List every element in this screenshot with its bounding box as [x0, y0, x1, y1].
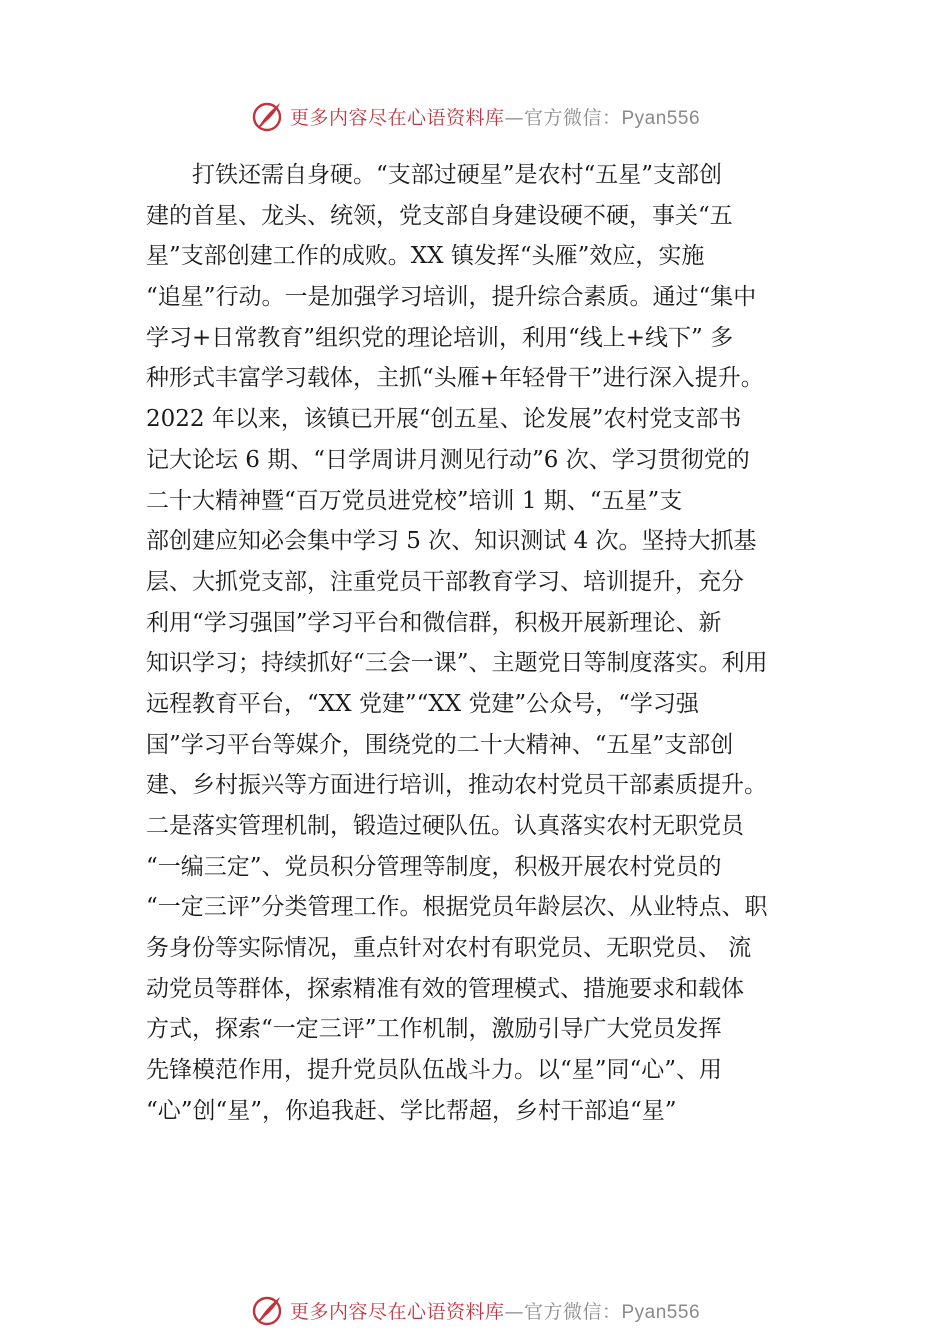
body-line: 记大论坛 6 期、“日学周讲月测见行动”6 次、学习贯彻党的 [146, 446, 750, 473]
body-line: 星”支部创建工作的成败。XX 镇发挥“头雁”效应，实施 [146, 243, 705, 270]
body-line: 建、乡村振兴等方面进行培训，推动农村党员干部素质提升。 [146, 772, 767, 799]
body-line: 学习+日常教育”组织党的理论培训，利用“线上+线下” 多 [146, 324, 734, 351]
body-line: 层、大抓党支部，注重党员干部教育学习、培训提升，充分 [146, 568, 744, 595]
body-line: 国”学习平台等媒介，围绕党的二十大精神、“五星”支部创 [146, 731, 734, 758]
footer-banner [0, 1290, 950, 1330]
header-separator: — [504, 106, 524, 129]
footer-separator: — [504, 1300, 524, 1323]
body-line: 打铁还需自身硬。“支部过硬星”是农村“五星”支部创 [192, 162, 723, 188]
body-line: 动党员等群体，探索精准有效的管理模式、措施要求和载体 [146, 975, 744, 1002]
header-wechat-id: Pyan556 [621, 107, 701, 129]
body-line: 先锋模范作用，提升党员队伍战斗力。以“星”同“心”、用 [146, 1057, 723, 1084]
body-line: 利用“学习强国”学习平台和微信群，积极开展新理论、新 [146, 609, 722, 636]
body-line: 远程教育平台，“XX 党建”“XX 党建”公众号，“学习强 [146, 690, 699, 717]
body-line: 建的首星、龙头、统领，党支部自身建设硬不硬，事关“五 [146, 202, 733, 229]
body-line: 部创建应知必会集中学习 5 次、知识测试 4 次。坚持大抓基 [146, 528, 757, 555]
header-banner [0, 96, 950, 136]
header-banner-text [290, 103, 700, 130]
body-line: “心”创“星”，你追我赶、学比帮超，乡村干部追“星” [146, 1097, 677, 1124]
body-line: “一编三定”、党员积分管理等制度，积极开展农村党员的 [146, 853, 722, 880]
body-line: 2022 年以来，该镇已开展“创五星、论发展”农村党支部书 [146, 406, 742, 433]
quill-pen-logo-icon [250, 98, 286, 134]
header-wechat-label: 官方微信： [523, 106, 622, 129]
quill-pen-logo-icon [250, 1292, 286, 1328]
footer-brand: 更多内容尽在心语资料库 [289, 1300, 505, 1323]
footer-wechat-label: 官方微信： [523, 1300, 622, 1323]
body-line: 二是落实管理机制，锻造过硬队伍。认真落实农村无职党员 [146, 813, 744, 839]
header-brand: 更多内容尽在心语资料库 [289, 106, 505, 129]
body-line: 知识学习；持续抓好“三会一课”、主题党日等制度落实。利用 [146, 650, 768, 677]
footer-banner-text [290, 1297, 700, 1324]
body-line: 种形式丰富学习载体，主抓“头雁+年轻骨干”进行深入提升。 [146, 365, 764, 392]
body-line: 方式，探索“一定三评”工作机制，激励引导广大党员发挥 [146, 1016, 722, 1043]
body-line: “追星”行动。一是加强学习培训，提升综合素质。通过“集中 [146, 284, 757, 311]
body-paragraph [146, 155, 826, 1132]
footer-wechat-id: Pyan556 [621, 1301, 701, 1323]
body-line: 二十大精神暨“百万党员进党校”培训 1 期、“五星”支 [146, 487, 683, 514]
body-line: “一定三评”分类管理工作。根据党员年龄层次、从业特点、职 [146, 894, 768, 921]
body-line: 务身份等实际情况，重点针对农村有职党员、无职党员、 流 [146, 935, 752, 962]
